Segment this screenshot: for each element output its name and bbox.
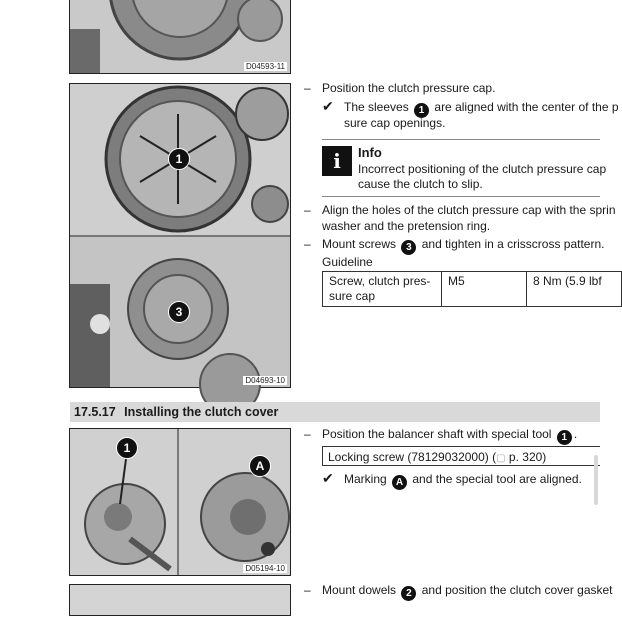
cell-line: sure cap <box>329 289 376 303</box>
step-position-shaft <box>322 427 577 445</box>
info-divider-bottom <box>322 196 600 197</box>
callout-1: 1 <box>168 148 190 170</box>
table-cell: M5 <box>442 272 527 307</box>
clutch-cover-figure <box>69 428 291 576</box>
figure-id: D04593-11 <box>246 62 285 71</box>
check-result-line2: sure cap openings. <box>344 116 446 130</box>
check-icon: ✔ <box>322 98 334 114</box>
dowel-figure <box>69 584 291 616</box>
check-icon: ✔ <box>322 470 334 486</box>
clutch-cover-photo <box>70 429 290 575</box>
callout-1: 1 <box>116 437 138 459</box>
tool-name: Locking screw (78129032000) <box>328 450 489 464</box>
info-line2: cause the clutch to slip. <box>358 177 483 191</box>
step-dash: – <box>304 583 311 597</box>
clutch-pressure-cap-figure <box>69 83 291 388</box>
table-row <box>323 272 622 307</box>
info-line1: Incorrect positioning of the clutch pressure cap <box>358 162 607 176</box>
step-position-cap: Position the clutch pressure cap. <box>322 81 496 95</box>
num-badge: 1 <box>557 430 572 445</box>
info-divider-top <box>322 139 600 140</box>
special-tool-box: Locking screw (78129032000) (▢ p. 320) <box>322 446 600 466</box>
guideline-table <box>322 271 622 307</box>
step-dash: – <box>304 203 311 217</box>
letter-badge: A <box>392 475 407 490</box>
figure-id: D05194-10 <box>245 564 285 573</box>
section-header <box>70 402 600 422</box>
guideline-label: Guideline <box>322 255 373 269</box>
cell-line: Screw, clutch pres- <box>329 274 431 288</box>
step-mount-dowels <box>322 583 613 601</box>
step-dash: – <box>304 237 311 251</box>
step-text: and position the clutch cover gasket <box>421 583 613 597</box>
num-badge: 3 <box>401 240 416 255</box>
clutch-figure-top <box>69 0 291 74</box>
dowel-photo <box>70 585 290 615</box>
page-ref-link[interactable]: p. 320 <box>508 450 543 464</box>
step-dash: – <box>304 81 311 95</box>
num-badge: 2 <box>401 586 416 601</box>
info-title: Info <box>358 145 382 160</box>
step-align-line2: washer and the pretension ring. <box>322 219 491 233</box>
check-prefix: The sleeves <box>344 100 409 114</box>
section-title: Installing the clutch cover <box>124 405 279 419</box>
step-align-line1: Align the holes of the clutch pressure cap with the sprin <box>322 203 616 217</box>
check-suffix: are aligned with the center of the p <box>434 100 619 114</box>
callout-3: 3 <box>168 301 190 323</box>
step-text: Mount screws <box>322 237 397 251</box>
step-text: Position the balancer shaft with special tool <box>322 427 552 441</box>
info-icon: i <box>322 146 352 176</box>
step-mount-screws <box>322 237 604 255</box>
num-badge: 1 <box>414 103 429 118</box>
step-text: and the special tool are aligned. <box>412 472 582 486</box>
table-cell: 8 Nm (5.9 lbf <box>527 272 622 307</box>
step-text: . <box>573 427 578 441</box>
book-icon[interactable]: ▢ <box>496 453 506 464</box>
section-number: 17.5.17 <box>74 405 116 419</box>
step-text: Mount dowels <box>322 583 397 597</box>
step-text: and tighten in a crisscross pattern. <box>421 237 605 251</box>
check-marking <box>344 472 582 490</box>
clutch-pressure-cap-photo <box>70 84 290 387</box>
step-text: Marking <box>344 472 387 486</box>
callout-A: A <box>249 455 271 477</box>
scrollbar-track[interactable] <box>594 455 598 505</box>
figure-id: D04693-10 <box>245 376 285 385</box>
table-cell <box>323 272 442 307</box>
step-dash: – <box>304 427 311 441</box>
